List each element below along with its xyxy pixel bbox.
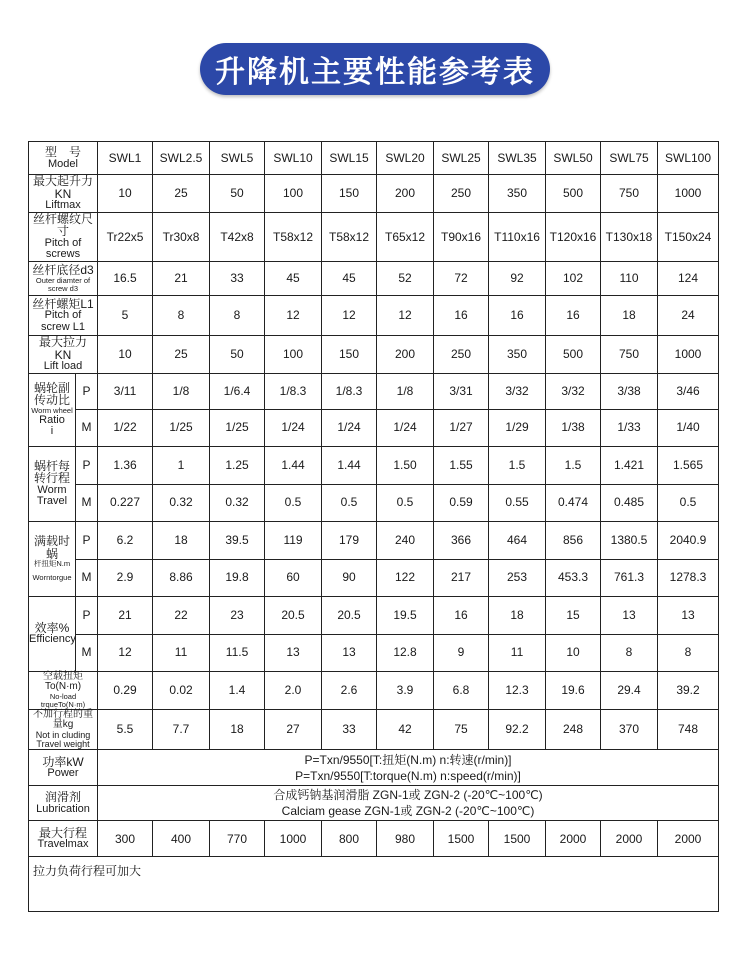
value-cell: 1500 <box>489 821 546 857</box>
value-cell: 1/24 <box>322 409 377 446</box>
model-cell: SWL1 <box>98 142 153 175</box>
label-weight: 不加行程的重量kg Not in cluding Travel weight <box>29 709 98 750</box>
value-cell: 0.5 <box>322 484 377 521</box>
value-cell: 39.5 <box>210 521 265 559</box>
page-title: 升降机主要性能参考表 <box>215 55 535 90</box>
row-ratio-m <box>29 409 719 446</box>
label-worm-torque: 满载时蜗 杆扭矩N.m Worntorgue <box>29 521 76 596</box>
value-cell: 2040.9 <box>658 521 719 559</box>
value-cell: 0.55 <box>489 484 546 521</box>
value-cell: 5 <box>98 296 153 336</box>
value-cell: 0.32 <box>210 484 265 521</box>
value-cell: Tr30x8 <box>153 212 210 261</box>
value-cell: 0.5 <box>658 484 719 521</box>
label-lift-load: 最大拉力 KN Lift load <box>29 336 98 374</box>
value-cell: 3/31 <box>434 373 489 409</box>
value-cell: 200 <box>377 175 434 213</box>
value-cell: 25 <box>153 175 210 213</box>
value-cell: 12 <box>377 296 434 336</box>
value-cell: 750 <box>601 336 658 374</box>
value-cell: 11.5 <box>210 634 265 671</box>
value-cell: 16 <box>434 296 489 336</box>
value-cell: 15 <box>546 596 601 634</box>
value-cell: 21 <box>153 262 210 296</box>
value-cell: 45 <box>265 262 322 296</box>
value-cell: 1.5 <box>546 446 601 484</box>
value-cell: 12 <box>322 296 377 336</box>
sub-label-p: P <box>76 521 98 559</box>
value-cell: 253 <box>489 559 546 596</box>
model-cell: SWL100 <box>658 142 719 175</box>
value-cell: 0.32 <box>153 484 210 521</box>
value-cell: 2.0 <box>265 671 322 709</box>
value-cell: T120x16 <box>546 212 601 261</box>
value-cell: 5.5 <box>98 709 153 750</box>
value-cell: 366 <box>434 521 489 559</box>
value-cell: 761.3 <box>601 559 658 596</box>
value-cell: 13 <box>265 634 322 671</box>
row-travel-max <box>29 821 719 857</box>
value-cell: 21 <box>98 596 153 634</box>
value-cell: 3/32 <box>546 373 601 409</box>
label-travel-max: 最大行程 Travelmax <box>29 821 98 857</box>
value-cell: 250 <box>434 336 489 374</box>
lubrication-text <box>98 786 719 821</box>
sub-label-p: P <box>76 446 98 484</box>
value-cell: 1/6.4 <box>210 373 265 409</box>
value-cell: 100 <box>265 175 322 213</box>
sub-label-p: P <box>76 596 98 634</box>
value-cell: 240 <box>377 521 434 559</box>
value-cell: 3/46 <box>658 373 719 409</box>
value-cell: 200 <box>377 336 434 374</box>
value-cell: 3.9 <box>377 671 434 709</box>
value-cell: T42x8 <box>210 212 265 261</box>
value-cell: 11 <box>153 634 210 671</box>
value-cell: 1.421 <box>601 446 658 484</box>
sub-label-m: M <box>76 409 98 446</box>
value-cell: 1.5 <box>489 446 546 484</box>
value-cell: 42 <box>377 709 434 750</box>
model-cell: SWL5 <box>210 142 265 175</box>
lubrication-line1: 合成钙钠基润滑脂 ZGN-1或 ZGN-2 (-20℃~100℃) <box>273 788 543 803</box>
value-cell: 50 <box>210 336 265 374</box>
value-cell: 1/8.3 <box>322 373 377 409</box>
value-cell: T58x12 <box>265 212 322 261</box>
value-cell: 370 <box>601 709 658 750</box>
value-cell: 1/40 <box>658 409 719 446</box>
sub-label-m: M <box>76 484 98 521</box>
value-cell: 11 <box>489 634 546 671</box>
value-cell: 102 <box>546 262 601 296</box>
value-cell: 9 <box>434 634 489 671</box>
value-cell: 856 <box>546 521 601 559</box>
value-cell: 100 <box>265 336 322 374</box>
value-cell: 8 <box>153 296 210 336</box>
value-cell: T110x16 <box>489 212 546 261</box>
label-efficiency: 效率% Efficiency <box>29 596 76 671</box>
value-cell: 1/27 <box>434 409 489 446</box>
value-cell: 1/24 <box>377 409 434 446</box>
performance-table <box>28 141 719 912</box>
value-cell: 1000 <box>658 175 719 213</box>
value-cell: 3/38 <box>601 373 658 409</box>
value-cell: 2000 <box>658 821 719 857</box>
value-cell: 217 <box>434 559 489 596</box>
value-cell: 92.2 <box>489 709 546 750</box>
value-cell: 13 <box>322 634 377 671</box>
value-cell: 20.5 <box>322 596 377 634</box>
value-cell: 10 <box>546 634 601 671</box>
label-no-load-torque: 空载扭矩To(N·m) No-load trqueTo(N·m) <box>29 671 98 709</box>
value-cell: 1380.5 <box>601 521 658 559</box>
value-cell: 18 <box>601 296 658 336</box>
value-cell: 1000 <box>658 336 719 374</box>
power-formula <box>98 750 719 786</box>
value-cell: 60 <box>265 559 322 596</box>
value-cell: 150 <box>322 175 377 213</box>
value-cell: 1.36 <box>98 446 153 484</box>
value-cell: 400 <box>153 821 210 857</box>
row-lift-load <box>29 336 719 374</box>
value-cell: 124 <box>658 262 719 296</box>
value-cell: 12 <box>98 634 153 671</box>
value-cell: 250 <box>434 175 489 213</box>
value-cell: 19.8 <box>210 559 265 596</box>
value-cell: 1.55 <box>434 446 489 484</box>
value-cell: 750 <box>601 175 658 213</box>
value-cell: 453.3 <box>546 559 601 596</box>
value-cell: 1/24 <box>265 409 322 446</box>
value-cell: 1/25 <box>210 409 265 446</box>
value-cell: 19.5 <box>377 596 434 634</box>
value-cell: 6.8 <box>434 671 489 709</box>
row-lift-max <box>29 175 719 213</box>
value-cell: 1/22 <box>98 409 153 446</box>
note-text: 拉力负荷行程可加大 <box>29 857 719 912</box>
row-weight <box>29 709 719 750</box>
value-cell: 16 <box>434 596 489 634</box>
value-cell: 800 <box>322 821 377 857</box>
value-cell: 19.6 <box>546 671 601 709</box>
value-cell: 464 <box>489 521 546 559</box>
value-cell: 1/29 <box>489 409 546 446</box>
row-root-diameter <box>29 262 719 296</box>
label-screw-size: 丝杆螺纹尺寸 Pitch of screws <box>29 212 98 261</box>
value-cell: 0.5 <box>377 484 434 521</box>
value-cell: 13 <box>601 596 658 634</box>
value-cell: 8.86 <box>153 559 210 596</box>
value-cell: 10 <box>98 175 153 213</box>
value-cell: T58x12 <box>322 212 377 261</box>
lubrication-line2: Calciam gease ZGN-1或 ZGN-2 (-20℃~100℃) <box>281 804 535 819</box>
value-cell: 3/11 <box>98 373 153 409</box>
model-cell: SWL15 <box>322 142 377 175</box>
value-cell: 75 <box>434 709 489 750</box>
value-cell: 22 <box>153 596 210 634</box>
value-cell: 12 <box>265 296 322 336</box>
model-cell: SWL25 <box>434 142 489 175</box>
value-cell: 748 <box>658 709 719 750</box>
value-cell: 500 <box>546 175 601 213</box>
value-cell: 23 <box>210 596 265 634</box>
value-cell: 20.5 <box>265 596 322 634</box>
value-cell: 2000 <box>601 821 658 857</box>
value-cell: 1.4 <box>210 671 265 709</box>
value-cell: 3/32 <box>489 373 546 409</box>
value-cell: 92 <box>489 262 546 296</box>
row-lubrication <box>29 786 719 821</box>
value-cell: 0.02 <box>153 671 210 709</box>
value-cell: 1/25 <box>153 409 210 446</box>
row-torque-p <box>29 521 719 559</box>
value-cell: 1/8 <box>153 373 210 409</box>
sub-label-m: M <box>76 634 98 671</box>
value-cell: 13 <box>658 596 719 634</box>
value-cell: 12.8 <box>377 634 434 671</box>
value-cell: 770 <box>210 821 265 857</box>
value-cell: 0.59 <box>434 484 489 521</box>
value-cell: 110 <box>601 262 658 296</box>
label-pitch: 丝杆螺矩L1 Pitch of screw L1 <box>29 296 98 336</box>
value-cell: 1.565 <box>658 446 719 484</box>
value-cell: T130x18 <box>601 212 658 261</box>
value-cell: 8 <box>658 634 719 671</box>
value-cell: 33 <box>210 262 265 296</box>
value-cell: 45 <box>322 262 377 296</box>
value-cell: 39.2 <box>658 671 719 709</box>
power-formula-line1: P=Txn/9550[T:扭矩(N.m) n:转速(r/min)] <box>304 752 512 767</box>
model-cell: SWL35 <box>489 142 546 175</box>
label-worm-travel: 蜗杆每 转行程 Worm Travel <box>29 446 76 521</box>
row-efficiency-p <box>29 596 719 634</box>
value-cell: 24 <box>658 296 719 336</box>
value-cell: 1.44 <box>265 446 322 484</box>
value-cell: T65x12 <box>377 212 434 261</box>
value-cell: 1/33 <box>601 409 658 446</box>
value-cell: 72 <box>434 262 489 296</box>
value-cell: Tr22x5 <box>98 212 153 261</box>
value-cell: 350 <box>489 336 546 374</box>
row-efficiency-m <box>29 634 719 671</box>
row-note <box>29 857 719 912</box>
label-ratio: 蜗轮副 传动比 Worm wheel Ratio i <box>29 373 76 446</box>
value-cell: T90x16 <box>434 212 489 261</box>
row-no-load-torque <box>29 671 719 709</box>
value-cell: 8 <box>601 634 658 671</box>
model-cell: SWL10 <box>265 142 322 175</box>
label-model: 型 号 Model <box>29 142 98 175</box>
value-cell: 0.485 <box>601 484 658 521</box>
value-cell: 122 <box>377 559 434 596</box>
value-cell: 1.50 <box>377 446 434 484</box>
model-cell: SWL75 <box>601 142 658 175</box>
value-cell: 500 <box>546 336 601 374</box>
value-cell: 10 <box>98 336 153 374</box>
value-cell: 248 <box>546 709 601 750</box>
value-cell: 6.2 <box>98 521 153 559</box>
value-cell: 0.29 <box>98 671 153 709</box>
value-cell: 8 <box>210 296 265 336</box>
value-cell: 1500 <box>434 821 489 857</box>
value-cell: 12.3 <box>489 671 546 709</box>
power-formula-line2: P=Txn/9550[T:torque(N.m) n:speed(r/min)] <box>295 768 521 783</box>
value-cell: 150 <box>322 336 377 374</box>
value-cell: 29.4 <box>601 671 658 709</box>
value-cell: 18 <box>153 521 210 559</box>
row-travel-p <box>29 446 719 484</box>
row-power <box>29 750 719 786</box>
title-banner <box>200 43 550 95</box>
value-cell: 50 <box>210 175 265 213</box>
value-cell: 27 <box>265 709 322 750</box>
row-torque-m <box>29 559 719 596</box>
value-cell: 1/8.3 <box>265 373 322 409</box>
value-cell: 90 <box>322 559 377 596</box>
value-cell: 1/38 <box>546 409 601 446</box>
value-cell: 18 <box>210 709 265 750</box>
label-root-diameter: 丝杆底径d3 Outer diamter of screw d3 <box>29 262 98 296</box>
value-cell: 0.474 <box>546 484 601 521</box>
value-cell: 119 <box>265 521 322 559</box>
value-cell: 179 <box>322 521 377 559</box>
sub-label-m: M <box>76 559 98 596</box>
value-cell: 1/8 <box>377 373 434 409</box>
value-cell: 0.5 <box>265 484 322 521</box>
row-travel-m <box>29 484 719 521</box>
sub-label-p: P <box>76 373 98 409</box>
label-lift-max: 最大起升力KN Liftmax <box>29 175 98 213</box>
value-cell: T150x24 <box>658 212 719 261</box>
value-cell: 16.5 <box>98 262 153 296</box>
row-screw-size <box>29 212 719 261</box>
value-cell: 16 <box>489 296 546 336</box>
value-cell: 2000 <box>546 821 601 857</box>
model-cell: SWL20 <box>377 142 434 175</box>
value-cell: 2.6 <box>322 671 377 709</box>
value-cell: 350 <box>489 175 546 213</box>
value-cell: 1278.3 <box>658 559 719 596</box>
value-cell: 33 <box>322 709 377 750</box>
value-cell: 52 <box>377 262 434 296</box>
value-cell: 18 <box>489 596 546 634</box>
label-lubrication: 润滑剂 Lubrication <box>29 786 98 821</box>
row-ratio-p <box>29 373 719 409</box>
value-cell: 16 <box>546 296 601 336</box>
label-power: 功率kW Power <box>29 750 98 786</box>
value-cell: 1000 <box>265 821 322 857</box>
value-cell: 1.44 <box>322 446 377 484</box>
value-cell: 300 <box>98 821 153 857</box>
value-cell: 25 <box>153 336 210 374</box>
value-cell: 0.227 <box>98 484 153 521</box>
model-cell: SWL50 <box>546 142 601 175</box>
value-cell: 7.7 <box>153 709 210 750</box>
row-pitch <box>29 296 719 336</box>
row-model <box>29 142 719 175</box>
value-cell: 980 <box>377 821 434 857</box>
value-cell: 1 <box>153 446 210 484</box>
value-cell: 2.9 <box>98 559 153 596</box>
model-cell: SWL2.5 <box>153 142 210 175</box>
value-cell: 1.25 <box>210 446 265 484</box>
